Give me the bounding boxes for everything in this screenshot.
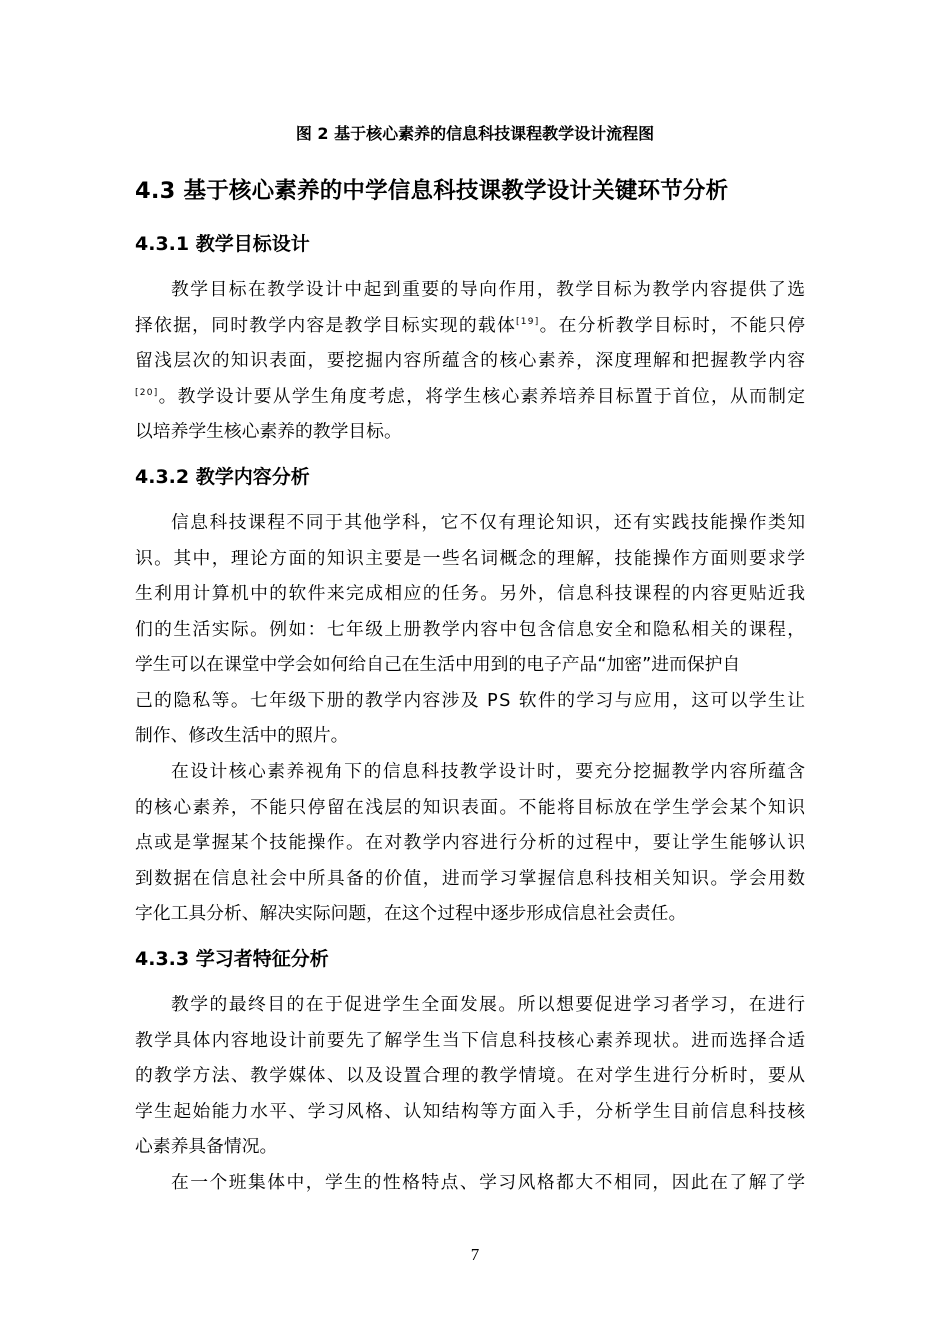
citation-ref: [19]	[516, 316, 540, 327]
text-line: 字化工具分析、解决实际问题，在这个过程中逐步形成信息社会责任。	[135, 903, 687, 924]
text-segment: 。教学设计要从学生角度考虑，将学生核心素养培养目标置于首位，从而制定	[158, 385, 807, 407]
text-line: 在设计核心素养视角下的信息科技教学设计时，要充分挖掘教学内容所蕴含	[171, 761, 807, 782]
section-heading: 4.3 基于核心素养的中学信息科技课教学设计关键环节分析	[135, 178, 729, 204]
text-line: 在一个班集体中，学生的性格特点、学习风格都大不相同，因此在了解了学	[171, 1172, 807, 1193]
figure-caption: 图 2 基于核心素养的信息科技课程教学设计流程图	[295, 124, 655, 143]
text-line: 识。其中，理论方面的知识主要是一些名词概念的理解，技能操作方面则要求学	[135, 547, 807, 569]
text-segment: 择依据，同时教学内容是教学目标实现的载体	[135, 314, 516, 336]
text-line: 制作、修改生活中的照片。	[135, 725, 349, 746]
text-line: 到数据在信息社会中所具备的价值，进而学习掌握信息科技相关知识。学会用数	[135, 867, 807, 889]
paragraph-learner-analysis-2	[135, 1165, 805, 1201]
subsection-heading-4-3-1: 4.3.1 教学目标设计	[135, 233, 310, 255]
text-line: 学生可以在课堂中学会如何给自己在生活中用到的电子产品“加密”进而保护自	[135, 654, 741, 675]
text-line: 教学具体内容地设计前要先了解学生当下信息科技核心素养现状。进而选择合适	[135, 1029, 807, 1051]
text-line	[135, 308, 805, 344]
text-line: 以培养学生核心素养的教学目标。	[135, 421, 402, 442]
paragraph-content-analysis-1	[135, 505, 805, 754]
text-line: 信息科技课程不同于其他学科，它不仅有理论知识，还有实践技能操作类知	[171, 512, 807, 533]
paragraph-learner-analysis-1	[135, 987, 805, 1165]
text-line: 点或是掌握某个技能操作。在对教学内容进行分析的过程中，要让学生能够认识	[135, 832, 807, 853]
text-segment: 。在分析教学目标时，不能只停	[539, 314, 807, 336]
text-line: 的核心素养，不能只停留在浅层的知识表面。不能将目标放在学生学会某个知识	[135, 796, 807, 818]
text-line	[135, 379, 805, 415]
text-line: 的教学方法、教学媒体、以及设置合理的教学情境。在对学生进行分析时，要从	[135, 1065, 807, 1086]
text-line: 心素养具备情况。	[135, 1136, 278, 1157]
text-line: 教学的最终目的在于促进学生全面发展。所以想要促进学习者学习，在进行	[171, 994, 807, 1015]
paragraph-content-analysis-2	[135, 754, 805, 932]
page-number: 7	[470, 1245, 480, 1264]
subsection-heading-4-3-2: 4.3.2 教学内容分析	[135, 466, 310, 488]
citation-ref: [20]	[135, 387, 159, 398]
text-line: 生利用计算机中的软件来完成相应的任务。另外，信息科技课程的内容更贴近我	[135, 583, 807, 604]
text-line: 学生起始能力水平、学习风格、认知结构等方面入手，分析学生目前信息科技核	[135, 1100, 807, 1122]
paragraph-teaching-goals	[135, 272, 805, 450]
text-line: 们的生活实际。例如：七年级上册教学内容中包含信息安全和隐私相关的课程，	[135, 618, 807, 640]
text-line: 己的隐私等。七年级下册的教学内容涉及 PS 软件的学习与应用，这可以学生让	[135, 689, 807, 711]
text-line: 留浅层次的知识表面，要挖掘内容所蕴含的核心素养，深度理解和把握教学内容	[135, 350, 807, 371]
text-line: 教学目标在教学设计中起到重要的导向作用，教学目标为教学内容提供了选	[171, 279, 807, 300]
subsection-heading-4-3-3: 4.3.3 学习者特征分析	[135, 948, 329, 970]
